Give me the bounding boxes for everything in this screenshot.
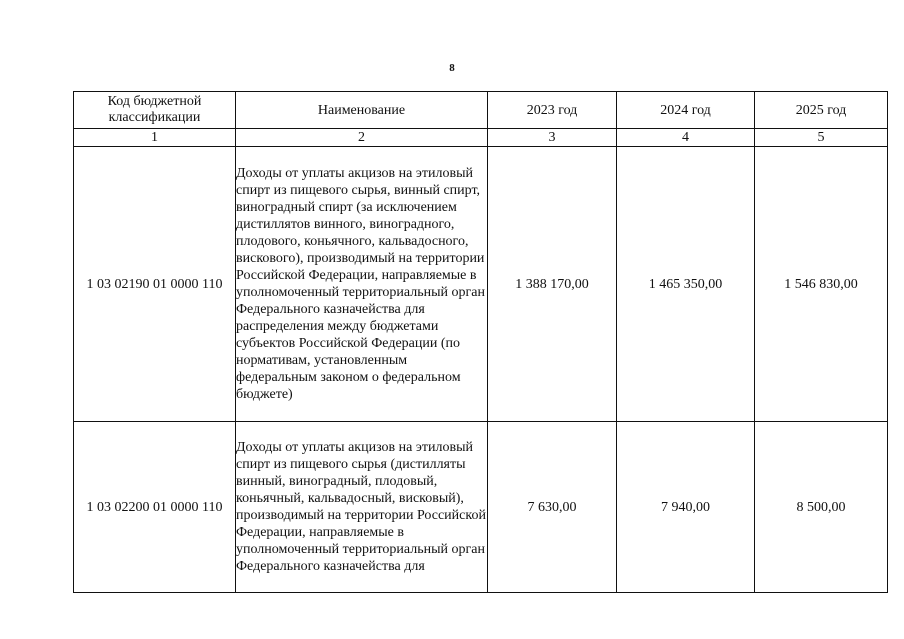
column-number: 2 [236,129,488,147]
header-2025: 2025 год [755,92,888,129]
row-value-2025: 1 546 830,00 [755,147,888,422]
header-2023: 2023 год [488,92,617,129]
row-value-2024: 7 940,00 [617,422,755,593]
row-value-2023: 7 630,00 [488,422,617,593]
row-name: Доходы от уплаты акцизов на этиловый спирт из пищевого сырья, винный спирт, виноградный спирт (за исключением дистиллятов винного, виноградного, плодового, коньячного, кальвадосного, вискового), производимый на территории Российской Федерации, направляемые в уполномоченный территориальный орган Федерального казначейства для распределения между бюджетами субъектов Российской Федерации (по нормативам, установленным федеральным законом о федеральном бюджете) [236,147,488,422]
row-code: 1 03 02200 01 0000 110 [74,422,236,593]
row-value-2025: 8 500,00 [755,422,888,593]
column-number: 4 [617,129,755,147]
table-row [74,422,888,593]
column-number-row [74,129,888,147]
row-name: Доходы от уплаты акцизов на этиловый спирт из пищевого сырья (дистилляты винный, виноградный, плодовый, коньячный, кальвадосный, висковый), производимый на территории Российской Федерации, направляемые в уполномоченный территориальный орган Федерального казначейства для [236,422,488,593]
column-number: 1 [74,129,236,147]
column-number: 3 [488,129,617,147]
row-code: 1 03 02190 01 0000 110 [74,147,236,422]
header-2024: 2024 год [617,92,755,129]
header-code: Код бюджетной классификации [74,92,236,129]
row-value-2024: 1 465 350,00 [617,147,755,422]
budget-revenue-table [73,91,888,593]
row-value-2023: 1 388 170,00 [488,147,617,422]
table-header-row [74,92,888,129]
table-row [74,147,888,422]
header-name: Наименование [236,92,488,129]
page-number: 8 [449,62,455,74]
column-number: 5 [755,129,888,147]
